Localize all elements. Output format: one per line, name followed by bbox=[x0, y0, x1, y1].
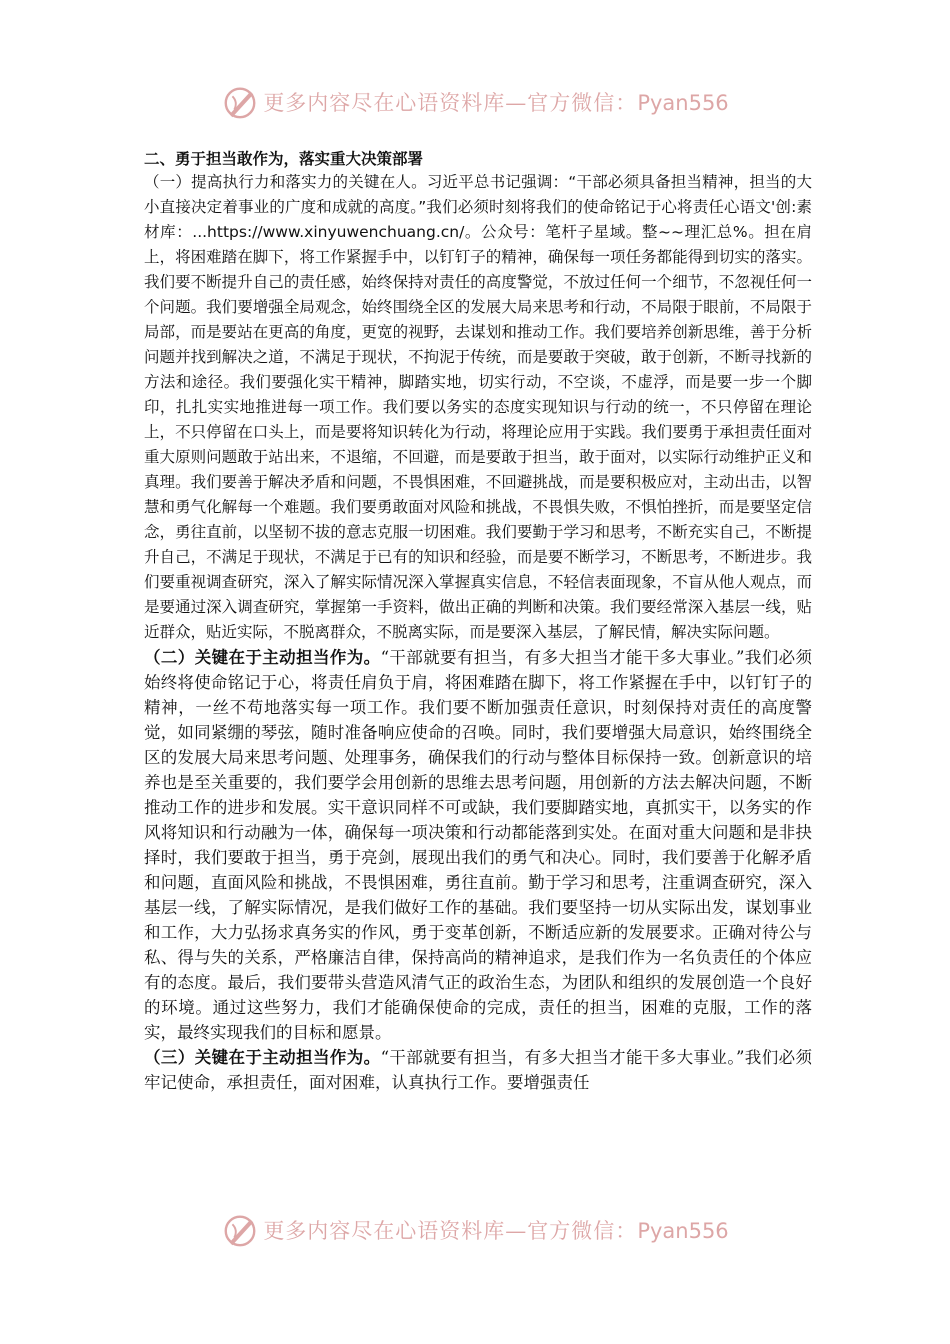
paragraph-2-body: “干部就要有担当，有多大担当才能干多大事业。”我们必须始终将使命铭记于心，将责任肩负于肩，将困难踏在脚下，将工作紧握在手中，以钉钉子的精神，一丝不苟地落实每一项工作。我们要不断加强责任意识，时刻保持对责任的高度警觉，如同紧绷的琴弦，随时准备响应使命的召唤。同时，我们要增强大局意识，始终围绕全区的发展大局来思考问题、处理事务，确保我们的行动与整体目标保持一致。创新意识的培养也是至关重要的，我们要学会用创新的思维去思考问题，用创新的方法去解决问题，不断推动工作的进步和发展。实干意识同样不可或缺，我们要脚踏实地，真抓实干，以务实的作风将知识和行动融为一体，确保每一项决策和行动都能落到实处。在面对重大问题和是非抉择时，我们要敢于担当，勇于亮剑，展现出我们的勇气和决心。同时，我们要善于化解矛盾和问题，直面风险和挑战，不畏惧困难，勇往直前。勤于学习和思考，注重调查研究，深入基层一线，了解实际情况，是我们做好工作的基础。我们要坚持一切从实际出发，谋划事业和工作，大力弘扬求真务实的作风，勇于变革创新，不断适应新的发展要求。正确对待公与私、得与失的关系，严格廉洁自律，保持高尚的精神追求，是我们作为一名负责任的个体应有的态度。最后，我们要带头营造风清气正的政治生态，为团队和组织的发展创造一个良好的环境。通过这些努力，我们才能确保使命的完成，责任的担当，困难的克服，工作的落实，最终实现我们的目标和愿景。 bbox=[144, 648, 813, 1042]
paragraph-3-lead: （三）关键在于主动担当作为。 bbox=[144, 1048, 381, 1067]
pen-logo-icon bbox=[221, 1211, 259, 1249]
banner-text: 更多内容尽在心语资料库—官方微信：Pyan556 bbox=[263, 91, 729, 115]
banner-text: 更多内容尽在心语资料库—官方微信：Pyan556 bbox=[263, 1219, 729, 1243]
paragraph-2 bbox=[144, 645, 812, 1045]
pen-logo-icon bbox=[221, 83, 259, 121]
header-banner bbox=[0, 82, 950, 122]
paragraph-3-body: “干部就要有担当，有多大担当才能干多大事业。”我们必须牢记使命，承担责任，面对困难，认真执行工作。要增强责任 bbox=[144, 1048, 813, 1092]
paragraph-2-lead: （二）关键在于主动担当作为。 bbox=[144, 648, 381, 667]
paragraph-1: （一）提高执行力和落实力的关键在人。习近平总书记强调：“干部必须具备担当精神，担当的大小直接决定着事业的广度和成就的高度。”我们必须时刻将我们的使命铭记于心将责任心语文'创:素材库：...https://www.xinyuwenchuang.cn/。公众号：笔杆子星域。整~~理汇总%。担在肩上，将困难踏在脚下，将工作紧握手中，以钉钉子的精神，确保每一项任务都能得到切实的落实。我们要不断提升自己的责任感，始终保持对责任的高度警觉，不放过任何一个细节，不忽视任何一个问题。我们要增强全局观念，始终围绕全区的发展大局来思考和行动，不局限于眼前，不局限于局部，而是要站在更高的角度，更宽的视野，去谋划和推动工作。我们要培养创新思维，善于分析问题并找到解决之道，不满足于现状，不拘泥于传统，而是要敢于突破，敢于创新，不断寻找新的方法和途径。我们要强化实干精神，脚踏实地，切实行动，不空谈，不虚浮，而是要一步一个脚印，扎扎实实地推进每一项工作。我们要以务实的态度实现知识与行动的统一，不只停留在理论上，不只停留在口头上，而是要将知识转化为行动，将理论应用于实践。我们要勇于承担责任面对重大原则问题敢于站出来，不退缩，不回避，而是要敢于担当，敢于面对，以实际行动维护正义和真理。我们要善于解决矛盾和问题，不畏惧困难，不回避挑战，而是要积极应对，主动出击，以智慧和勇气化解每一个难题。我们要勇敢面对风险和挑战，不畏惧失败，不惧怕挫折，而是要坚定信念，勇往直前，以坚韧不拔的意志克服一切困难。我们要勤于学习和思考，不断充实自己，不断提升自己，不满足于现状，不满足于已有的知识和经验，而是要不断学习，不断思考，不断进步。我们要重视调查研究，深入了解实际情况深入掌握真实信息，不轻信表面现象，不盲从他人观点，而是要通过深入调查研究，掌握第一手资料，做出正确的判断和决策。我们要经常深入基层一线，贴近群众，贴近实际，不脱离群众，不脱离实际，而是要深入基层，了解民情，解决实际问题。 bbox=[144, 173, 812, 641]
paragraph-3 bbox=[144, 1045, 812, 1095]
document-body bbox=[144, 148, 812, 1095]
footer-banner bbox=[0, 1210, 950, 1250]
section-heading: 二、勇于担当敢作为，落实重大决策部署 bbox=[144, 150, 424, 168]
